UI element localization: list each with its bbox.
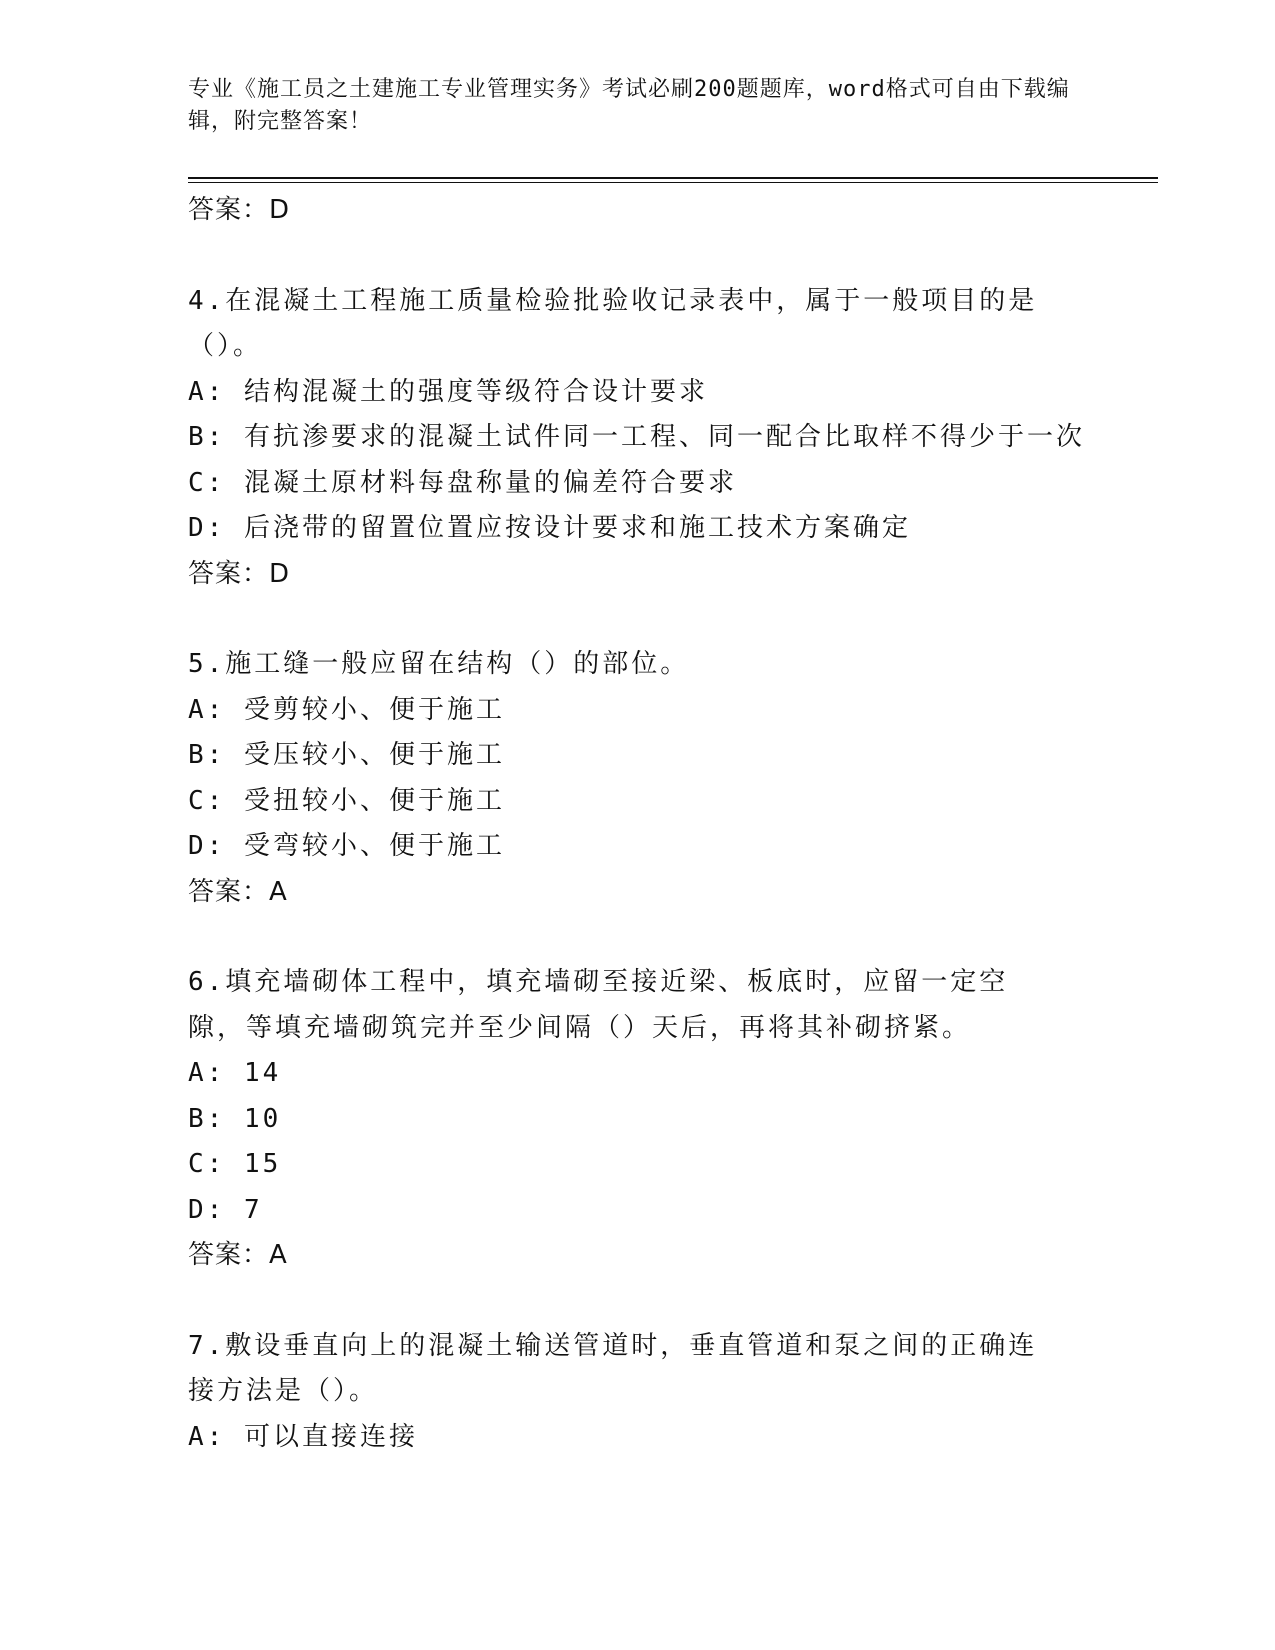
question-stem: 7.敷设垂直向上的混凝土输送管道时，垂直管道和泵之间的正确连接方法是（）。 [188,1330,1038,1406]
option-a: A: 可以直接连接 [188,1421,418,1452]
question-block [188,1324,1128,1461]
question-stem: 5.施工缝一般应留在结构（）的部位。 [188,649,690,679]
option-c: C: 15 [188,1149,282,1179]
option-d: D: 受弯较小、便于施工 [188,831,505,861]
question-stem: 6.填充墙砌体工程中，填充墙砌至接近梁、板底时，应留一定空隙，等填充墙砌筑完并至少间隔（）天后，再将其补砌挤紧。 [188,967,1009,1043]
option-d: D: 后浇带的留置位置应按设计要求和施工技术方案确定 [188,513,911,543]
answer-line: 答案：D [188,558,291,589]
option-a: A: 受剪较小、便于施工 [188,694,505,725]
option-c: C: 混凝土原材料每盘称量的偏差符合要求 [188,467,737,498]
question-block [188,960,1128,1279]
page-header: 专业《施工员之土建施工专业管理实务》考试必刷200题题库，word格式可自由下载编辑，附完整答案！ [188,77,1070,134]
option-b: B: 受压较小、便于施工 [188,740,505,770]
option-d: D: 7 [188,1194,263,1225]
option-c: C: 受扭较小、便于施工 [188,785,505,816]
option-a: A: 结构混凝土的强度等级符合设计要求 [188,376,708,407]
question-block [188,642,1128,915]
question-stem: 4.在混凝土工程施工质量检验批验收记录表中，属于一般项目的是（）。 [188,285,1038,361]
answer-line: 答案：A [188,876,288,907]
question-list [188,188,1128,1460]
answer-line: 答案：A [188,1240,288,1270]
question-block [188,279,1128,598]
header-divider-thin [188,182,1158,183]
answer-line: 答案：D [188,195,291,225]
header-divider [188,177,1158,179]
option-b: B: 有抗渗要求的混凝土试件同一工程、同一配合比取样不得少于一次 [188,422,1085,452]
option-a: A: 14 [188,1058,282,1088]
option-b: B: 10 [188,1103,282,1134]
